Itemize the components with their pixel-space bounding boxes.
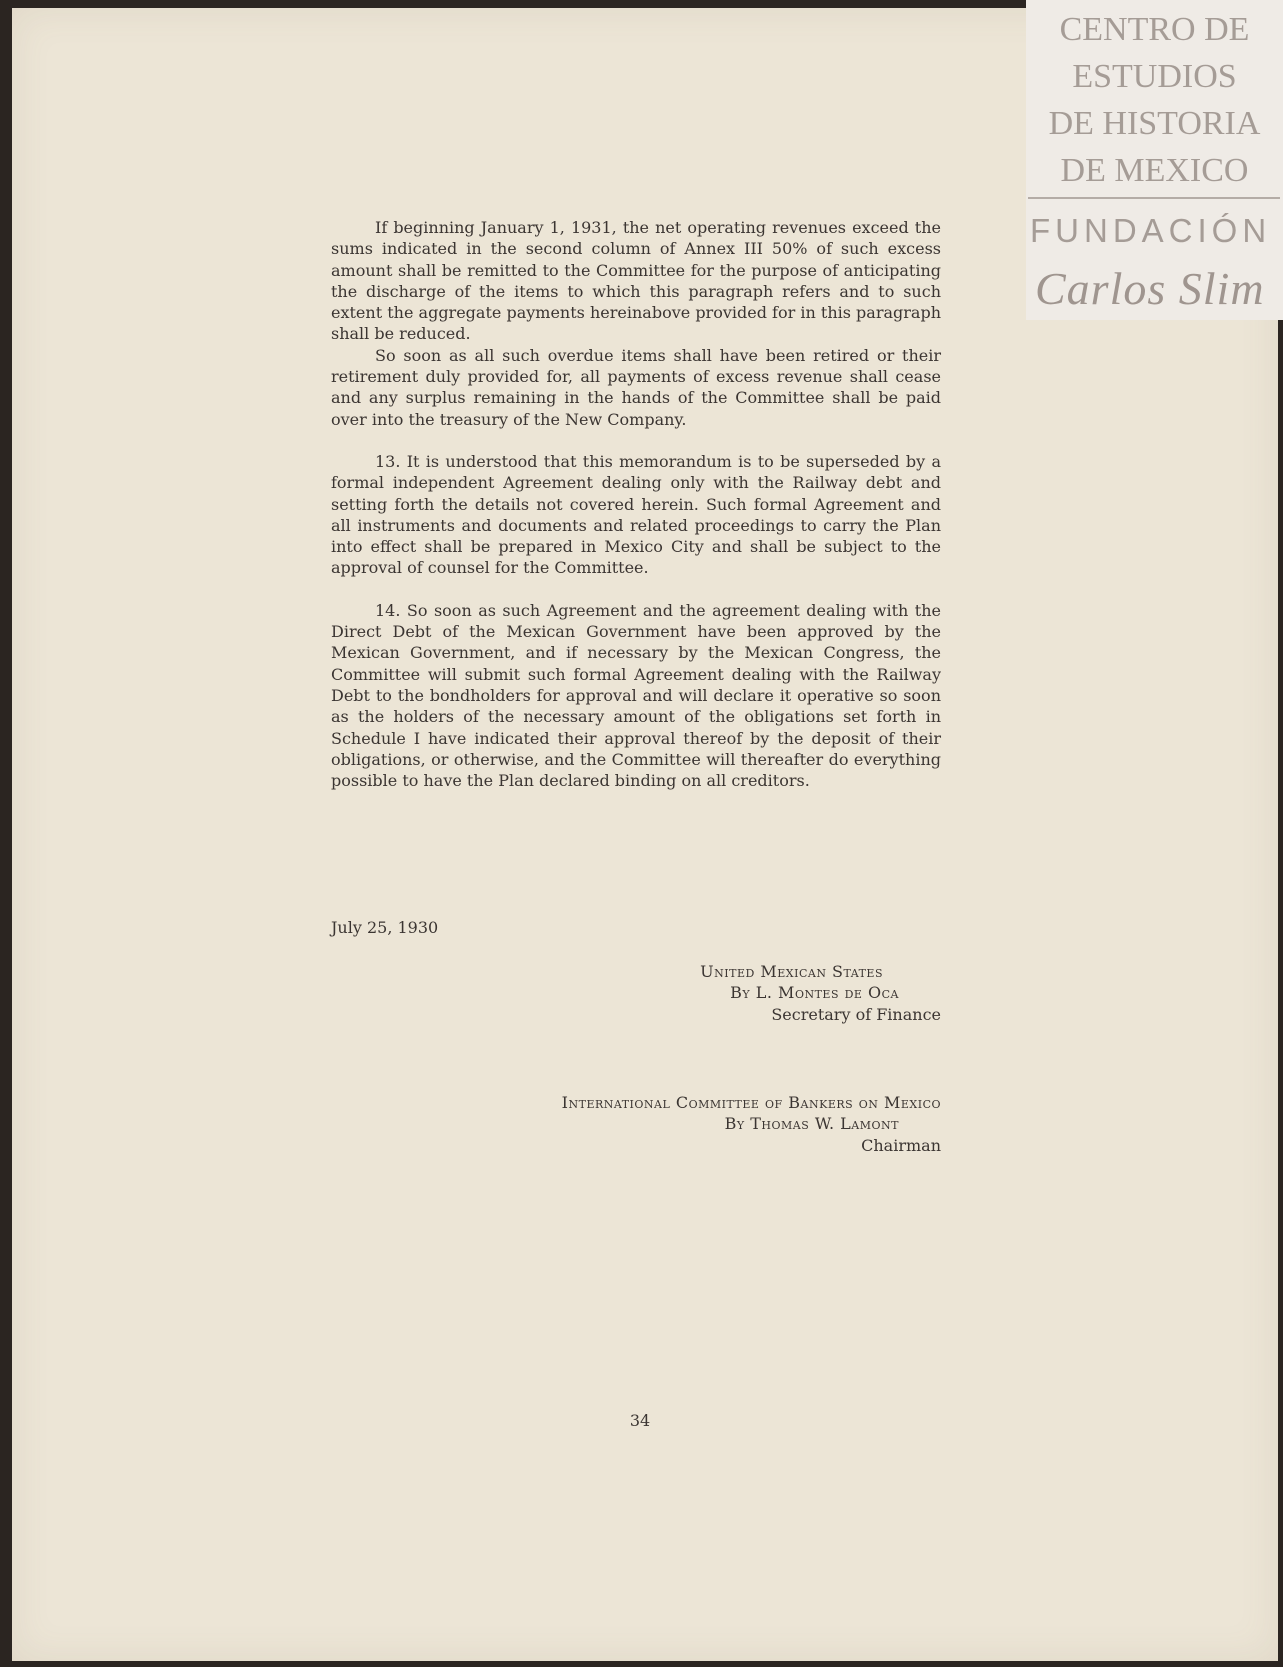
paragraph-overdue-items: So soon as all such overdue items shall have been retired or their retirement duly provided for, all payments of excess revenue shall cease and any surplus remaining in the hands of the Committee shall be paid over into the treasury of the New Company. bbox=[331, 345, 941, 429]
paragraph-14: 14. So soon as such Agreement and the agreement dealing with the Direct Debt of the Mexican Government have been approved by the Mexican Government, and if necessary by the Mexican Congress, the Committee will submit such formal Agreement dealing with the Railway Debt to the bondholders for approval and will declare it operative so soon as the holders of the necessary amount of the obligations set forth in Schedule I have indicated their approval thereof by the deposit of their obligations, or otherwise, and the Committee will thereafter do everything possible to have the Plan declared binding on all creditors. bbox=[331, 600, 941, 791]
signature-block-bankers bbox=[341, 1092, 941, 1156]
watermark-line: CENTRO DE bbox=[1059, 11, 1250, 48]
signatory-name: By L. Montes de Oca bbox=[730, 983, 899, 1003]
page-number: 34 bbox=[629, 1411, 651, 1430]
memorandum-body bbox=[331, 217, 941, 791]
watermark-divider bbox=[1028, 197, 1280, 199]
signatory-title: Secretary of Finance bbox=[771, 1004, 941, 1024]
watermark-title bbox=[1026, 6, 1283, 194]
watermark-line: ESTUDIOS bbox=[1072, 58, 1237, 95]
signature-block-mexico bbox=[341, 961, 941, 1025]
signatory-organization: International Committee of Bankers on Mexico bbox=[561, 1093, 941, 1112]
watermark-signature-logo: Carlos Slim bbox=[1035, 263, 1265, 314]
watermark-foundation: FUNDACIÓN bbox=[1030, 212, 1272, 249]
document-date: July 25, 1930 bbox=[331, 918, 439, 937]
watermark-line: DE HISTORIA bbox=[1048, 105, 1261, 142]
paragraph-13: 13. It is understood that this memorandum is to be superseded by a formal independent Agreement dealing only with the Railway debt and setting forth the details not covered herein. Such formal Agreement and all instruments and documents and related proceedings to carry the Plan into effect shall be prepared in Mexico City and shall be subject to the approval of counsel for the Committee. bbox=[331, 451, 941, 578]
signatory-organization: United Mexican States bbox=[700, 962, 883, 981]
signatory-name: By Thomas W. Lamont bbox=[724, 1114, 899, 1134]
signatory-title: Chairman bbox=[861, 1135, 941, 1155]
watermark-line: DE MEXICO bbox=[1060, 152, 1249, 189]
paragraph-excess-revenue: If beginning January 1, 1931, the net operating revenues exceed the sums indicated in the second column of Annex III 50% of such excess amount shall be remitted to the Committee for the purpose of anticipating the discharge of the items to which this paragraph refers and to such extent the aggregate payments hereinabove provided for in this paragraph shall be reduced. bbox=[331, 218, 941, 344]
